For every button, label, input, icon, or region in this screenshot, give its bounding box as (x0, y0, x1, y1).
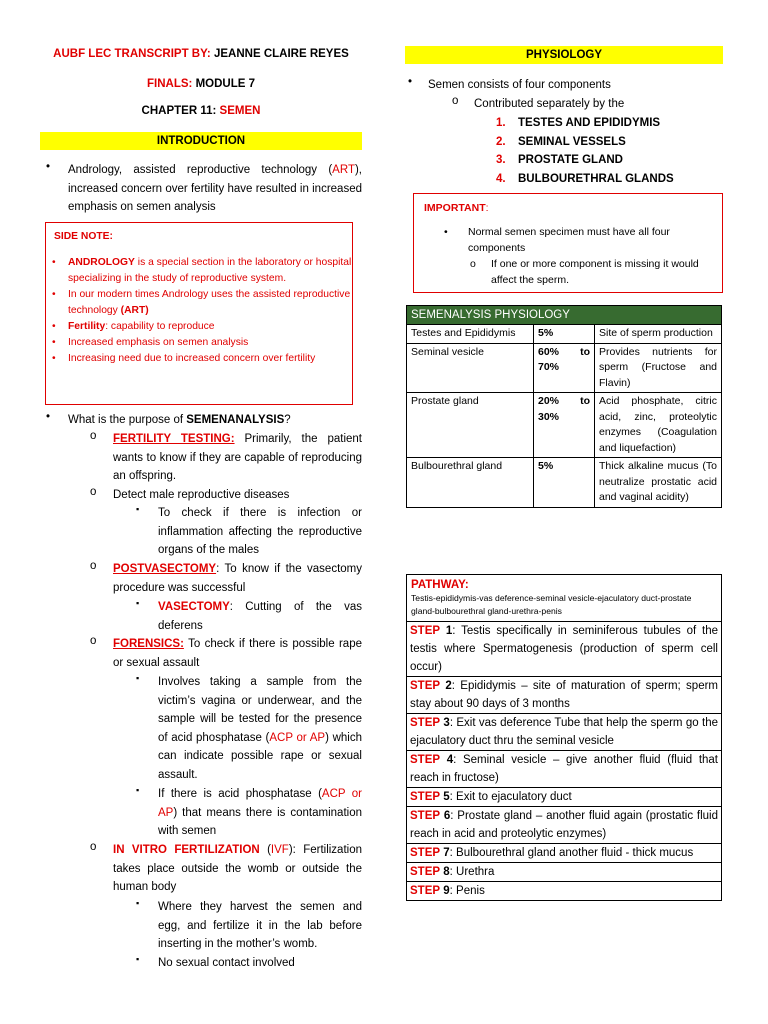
important-title: IMPORTANT: (424, 202, 489, 214)
side-note-item: • In our modern times Andrology uses the assisted reproductive technology (ART) (68, 287, 352, 319)
component-item: 2. SEMINAL VESSELS (496, 135, 626, 148)
pathway-title: PATHWAY: (411, 579, 469, 591)
pathway-table-wrap (406, 574, 722, 901)
square-bullet-icon: ▪ (136, 785, 140, 795)
circle-bullet-icon: o (470, 258, 476, 270)
forensics-sub-item: If there is acid phosphatase (ACP or AP) that means there is contamination with semen (158, 788, 363, 837)
semen-components: Semen consists of four components (428, 79, 611, 91)
bullet-icon: • (408, 76, 413, 88)
step-row: STEP 1: Testis specifically in seminiferous tubules of the testis where Spermatogenesis (production of sperm cell occur) (407, 622, 722, 677)
pathway-table (406, 574, 722, 901)
bullet-icon: • (46, 411, 51, 423)
circle-bullet-icon: o (90, 560, 97, 572)
step-row: STEP 8: Urethra (407, 863, 722, 882)
side-note-item: • Increasing need due to increased concern over fertility (68, 351, 352, 367)
intro-text-2: ), increased concern over fertility have resulted in increased emphasis on semen analysis (68, 164, 362, 213)
intro-text-1: Andrology, assisted reproductive technology ( (68, 164, 333, 176)
table-row: Testes and Epididymis 5% Site of sperm production (407, 325, 722, 344)
intro-title: INTRODUCTION (40, 132, 362, 150)
contributed-text: Contributed separately by the (474, 98, 625, 110)
component-item: 4. BULBOURETHRAL GLANDS (496, 172, 674, 185)
step-row: STEP 4: Seminal vesicle – give another fluid (fluid that reach in fructose) (407, 751, 722, 788)
step-row: STEP 5: Exit to ejaculatory duct (407, 788, 722, 807)
important-sub-item: If one or more component is missing it would affect the sperm. (491, 258, 699, 286)
table-row: Seminal vesicle 60% to 70% Provides nutrients for sperm (Fructose and Flavin) (407, 343, 722, 393)
purpose-question: What is the purpose of SEMENANALYSIS? (68, 414, 291, 426)
ivf-sub-item: No sexual contact involved (158, 957, 295, 969)
module-value: MODULE 7 (195, 78, 255, 90)
bullet-icon: • (46, 161, 51, 173)
ivf-sub-item: Where they harvest the semen and egg, and fertilize it in the lab before inserting in the mother’s womb. (158, 901, 362, 950)
intro-art: ART (332, 164, 355, 176)
author-name: JEANNE CLAIRE REYES (213, 48, 349, 60)
detect-item: Detect male reproductive diseases (113, 489, 290, 501)
square-bullet-icon: ▪ (136, 673, 140, 683)
forensics-sub-item: Involves taking a sample from the victim’s vagina or underwear, and the sample will be tested for the presence of acid phosphatase (ACP or AP) which can indicate possible rape or sexual assault. (158, 676, 362, 781)
pathway-route: Testis-epididymis-vas deference-seminal vesicle-ejaculatory duct-prostate gland-bulbourethral gland-urethra-penis (411, 593, 692, 616)
circle-bullet-icon: o (452, 95, 459, 107)
circle-bullet-icon: o (90, 841, 97, 853)
fertility-testing-item: FERTILITY TESTING: Primarily, the patient wants to know if they are capable of reproducing an offspring. (113, 433, 362, 482)
pathway-header (407, 575, 722, 622)
table-row: Bulbourethral gland 5% Thick alkaline mucus (To neutralize prostatic acid and vaginal acidity) (407, 458, 722, 508)
step-row: STEP 3: Exit vas deference Tube that help the sperm go the ejaculatory duct thru the seminal vesicle (407, 714, 722, 751)
step-row: STEP 2: Epididymis – site of maturation of sperm; sperm stay about 90 days of 3 months (407, 677, 722, 714)
square-bullet-icon: ▪ (136, 504, 140, 514)
finals-label: FINALS: (147, 78, 193, 90)
header-label: AUBF LEC TRANSCRIPT BY: (53, 48, 211, 60)
physiology-table-wrap (406, 305, 722, 508)
chapter-label: CHAPTER 11: (141, 105, 217, 117)
component-item: 1. TESTES AND EPIDIDYMIS (496, 117, 661, 129)
circle-bullet-icon: o (90, 635, 97, 647)
important-box (413, 193, 723, 293)
forensics-item: FORENSICS: To check if there is possible rape or sexual assault (113, 638, 362, 669)
ivf-item: IN VITRO FERTILIZATION (IVF): Fertilization takes place outside the womb or outside the human body (113, 844, 362, 893)
bullet-icon: • (444, 226, 448, 238)
chapter-value: SEMEN (219, 105, 261, 117)
table-title: SEMENALYSIS PHYSIOLOGY (407, 306, 722, 325)
transcript-header (40, 48, 362, 60)
chapter-header (40, 105, 362, 117)
module-header (40, 78, 362, 90)
important-item: Normal semen specimen must have all four components (468, 226, 670, 254)
side-note-item: • Increased emphasis on semen analysis (68, 335, 352, 351)
square-bullet-icon: ▪ (136, 898, 140, 908)
intro-paragraph (68, 161, 362, 217)
step-row: STEP 7: Bulbourethral gland another fluid - thick mucus (407, 844, 722, 863)
side-note-title: SIDE NOTE: (54, 231, 113, 242)
circle-bullet-icon: o (90, 486, 97, 498)
square-bullet-icon: ▪ (136, 954, 140, 964)
step-row: STEP 6: Prostate gland – another fluid again (prostatic fluid reach in acid and proteolytic enzymes) (407, 807, 722, 844)
side-note-box (45, 222, 353, 405)
postvasectomy-item: POSTVASECTOMY: To know if the vasectomy procedure was successful (113, 563, 362, 594)
physiology-table (406, 305, 722, 508)
side-note-item: • Fertility: capability to reproduce (68, 319, 352, 335)
vasectomy-item: VASECTOMY: Cutting of the vas deferens (158, 601, 362, 632)
step-row: STEP 9: Penis (407, 882, 722, 901)
physiology-title: PHYSIOLOGY (405, 46, 723, 64)
circle-bullet-icon: o (90, 430, 97, 442)
square-bullet-icon: ▪ (136, 598, 140, 608)
component-item: 3. PROSTATE GLAND (496, 154, 623, 166)
table-row: Prostate gland 20% to 30% Acid phosphate, citric acid, zinc, proteolytic enzymes (Coagulation and liquefaction) (407, 393, 722, 458)
components-list (496, 114, 674, 188)
detect-sub-item: To check if there is infection or inflammation affecting the reproductive organs of the males (158, 507, 362, 556)
side-note-item: • ANDROLOGY is a special section in the laboratory or hospital specializing in the study of reproductive system. (68, 255, 352, 287)
